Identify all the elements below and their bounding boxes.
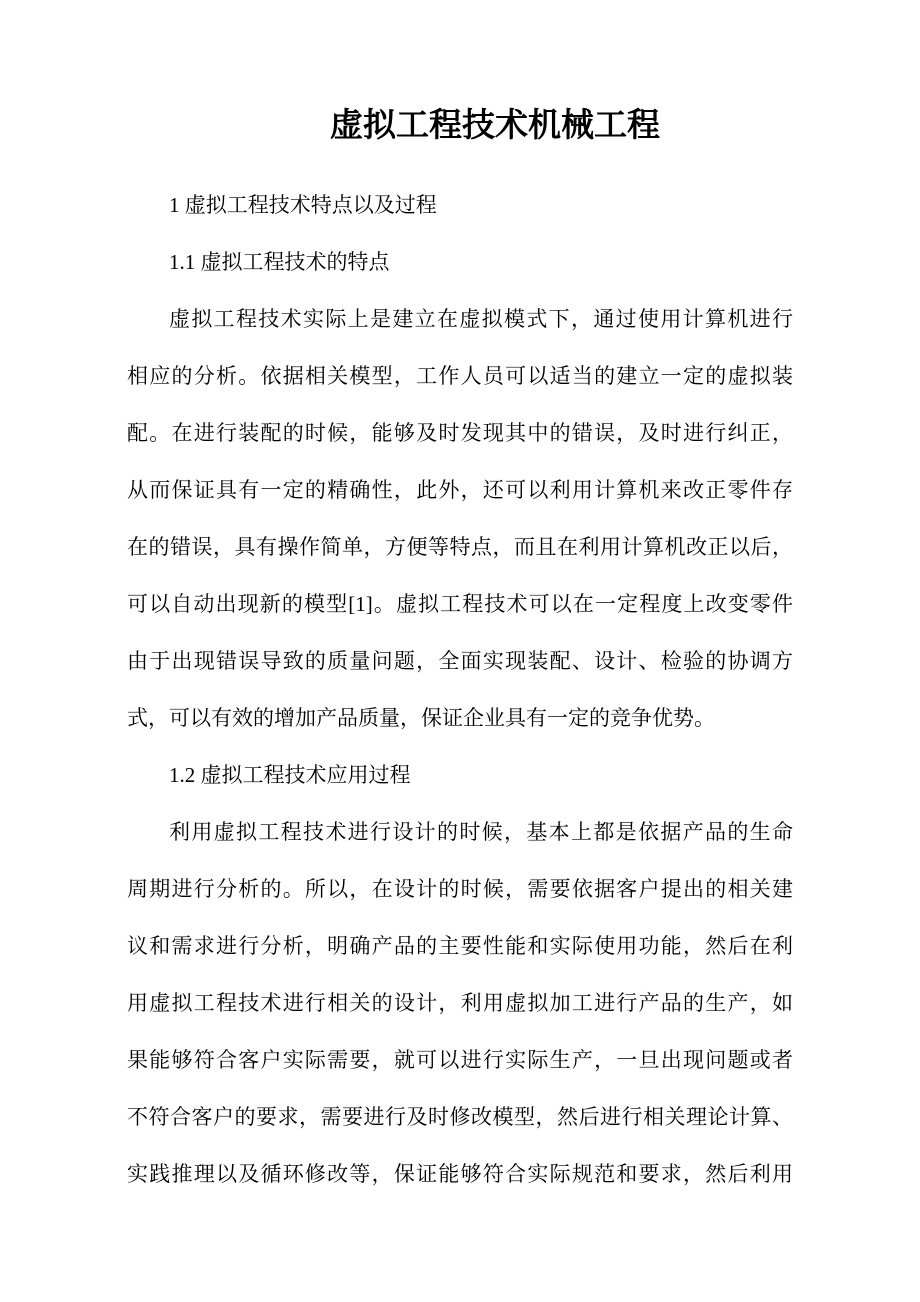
document-body	[127, 177, 793, 1203]
text-line: 式，可以有效的增加产品质量，保证企业具有一定的竞争优势。	[127, 706, 715, 730]
text-line: 虚拟工程技术实际上是建立在虚拟模式下，通过使用计算机进行	[169, 307, 793, 331]
text-line: 在的错误，具有操作简单，方便等特点，而且在利用计算机改正以后，	[127, 535, 793, 559]
section-heading-1: 1 虚拟工程技术特点以及过程	[169, 193, 437, 217]
text-line: 周期进行分析的。所以，在设计的时候，需要依据客户提出的相关建	[127, 877, 793, 901]
section-heading-1-2: 1.2 虚拟工程技术应用过程	[169, 763, 411, 787]
text-line: 可以自动出现新的模型[1]。虚拟工程技术可以在一定程度上改变零件	[127, 592, 793, 616]
text-line: 从而保证具有一定的精确性，此外，还可以利用计算机来改正零件存	[127, 478, 793, 502]
text-line: 利用虚拟工程技术进行设计的时候，基本上都是依据产品的生命	[169, 820, 793, 844]
text-line: 用虚拟工程技术进行相关的设计，利用虚拟加工进行产品的生产，如	[127, 991, 793, 1015]
text-line: 议和需求进行分析，明确产品的主要性能和实际使用功能，然后在利	[127, 934, 793, 958]
section-heading-1-1: 1.1 虚拟工程技术的特点	[169, 250, 390, 274]
document-title: 虚拟工程技术机械工程	[330, 108, 660, 144]
paragraph-1	[127, 291, 793, 747]
text-line: 由于出现错误导致的质量问题，全面实现装配、设计、检验的协调方	[127, 649, 793, 673]
paragraph-2	[127, 804, 793, 1203]
text-line: 相应的分析。依据相关模型，工作人员可以适当的建立一定的虚拟装	[127, 364, 793, 388]
text-line: 果能够符合客户实际需要，就可以进行实际生产，一旦出现问题或者	[127, 1048, 793, 1072]
text-line: 配。在进行装配的时候，能够及时发现其中的错误，及时进行纠正，	[127, 421, 793, 445]
text-line: 不符合客户的要求，需要进行及时修改模型，然后进行相关理论计算、	[127, 1105, 793, 1129]
text-line: 实践推理以及循环修改等，保证能够符合实际规范和要求，然后利用	[127, 1162, 793, 1186]
